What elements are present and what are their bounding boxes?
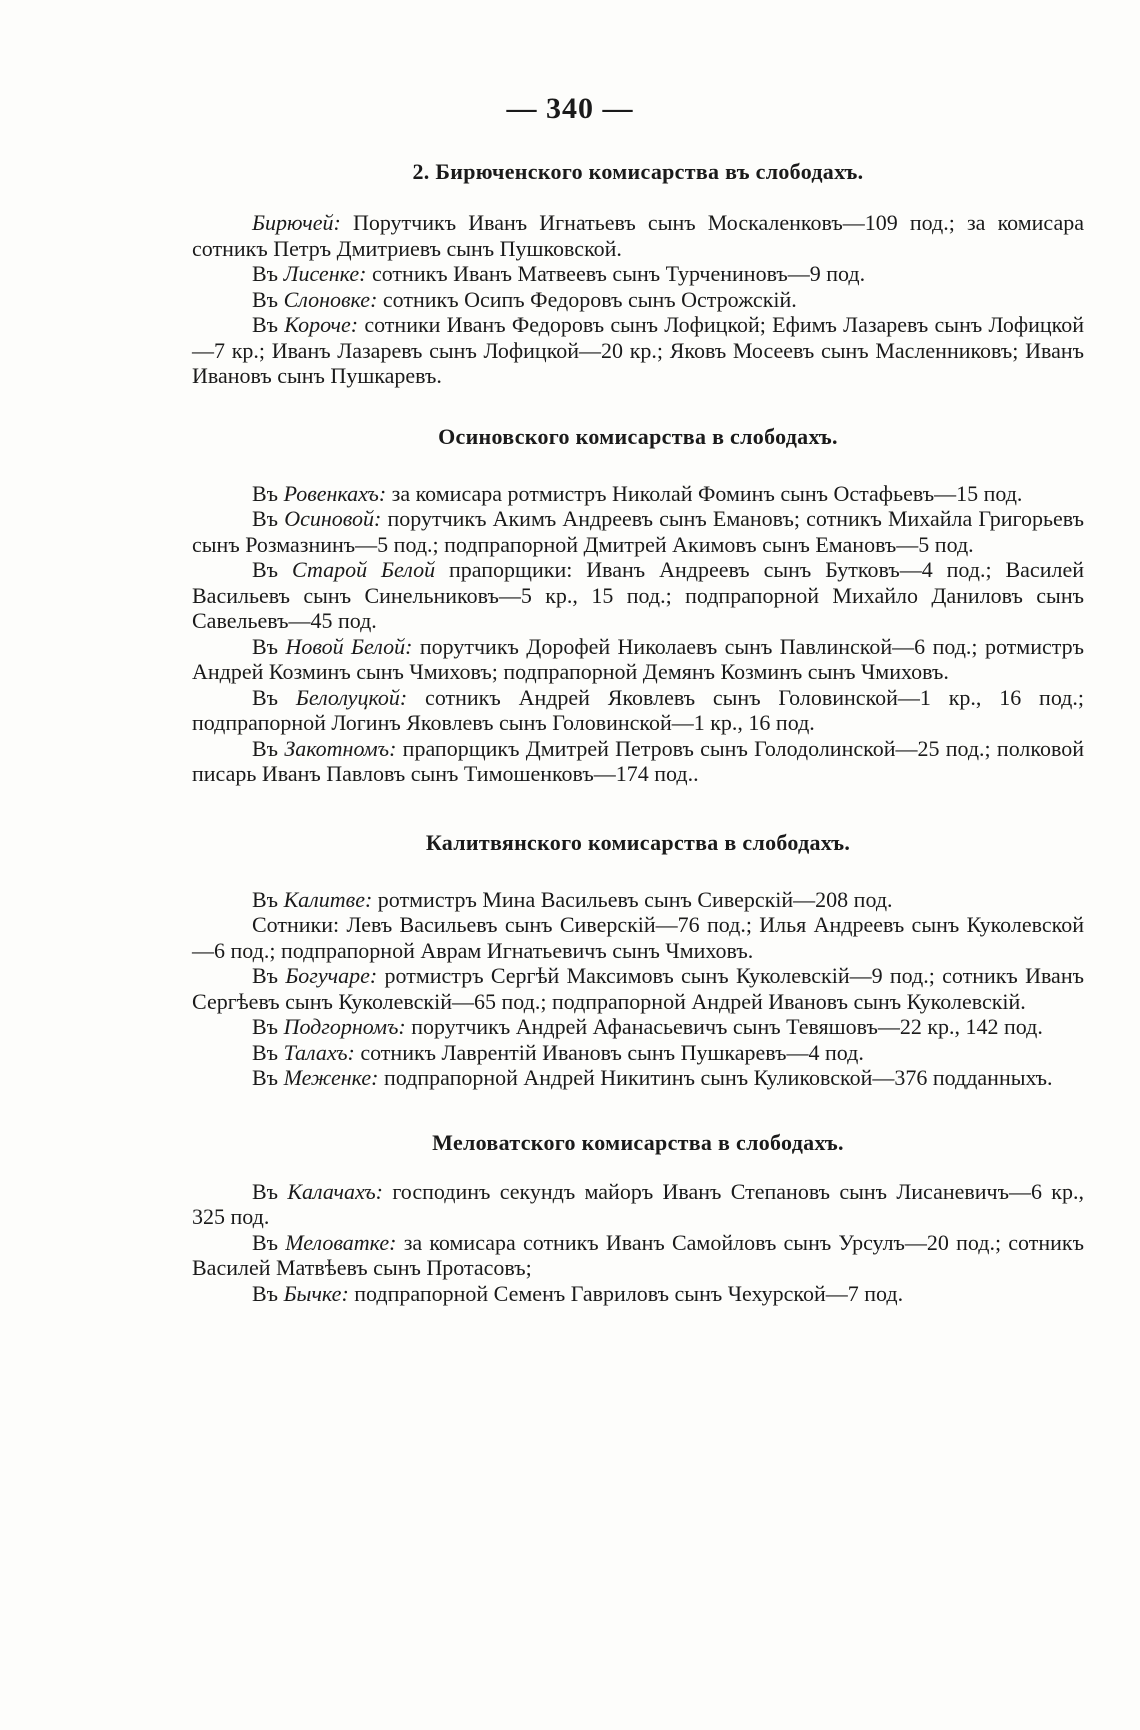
- place-name: Меженке:: [283, 1065, 379, 1090]
- place-name: Подгорномъ:: [283, 1014, 406, 1039]
- paragraph-prefix: Въ: [252, 1280, 284, 1306]
- place-name: Бирючей:: [252, 210, 341, 235]
- paragraph: [192, 210, 1084, 261]
- paragraph: [192, 1230, 1084, 1281]
- paragraph-text: ротмистръ Мина Васильевъ сынъ Сиверскій—208 под.: [372, 886, 893, 912]
- paragraph-prefix: Въ: [252, 286, 284, 312]
- place-name: Калитве:: [283, 886, 373, 912]
- paragraph-prefix: Въ: [252, 1229, 286, 1255]
- place-name: Закотномъ:: [284, 735, 397, 761]
- paragraph-text: ротмистръ Сергѣй Максимовъ сынъ Куколевскій—9 под.; сотникъ Иванъ Сергѣевъ сынъ Куколевскій—65 под.; подпрапорной Андрей Ивановъ сынъ Куколевскій.: [192, 963, 1084, 1014]
- paragraph-text: сотникъ Андрей Яковлевъ сынъ Головинской—1 кр., 16 под.; подпрапорной Логинъ Яковлевъ сынъ Головинской—1 кр., 16 под.: [192, 684, 1084, 735]
- section-melovatka: [192, 1129, 1084, 1307]
- paragraph: [192, 312, 1084, 389]
- place-name: Богучаре:: [285, 963, 378, 988]
- place-name: Старой Белой: [291, 557, 436, 582]
- place-name: Новой Белой:: [285, 633, 413, 659]
- paragraph-text: подпрапорной Семенъ Гавриловъ сынъ Чехурской—7 под.: [348, 1280, 904, 1306]
- paragraph-prefix: Въ: [252, 735, 285, 761]
- paragraph: [192, 557, 1084, 634]
- place-name: Ровенкахъ:: [283, 480, 387, 506]
- paragraph-text: сотникъ Осипъ Федоровъ сынъ Острожскій.: [377, 286, 797, 312]
- place-name: Меловатке:: [285, 1229, 397, 1255]
- paragraph: [192, 261, 1084, 287]
- paragraph-text: прапорщики: Иванъ Андреевъ сынъ Бутковъ—4 под.; Василей Васильевъ сынъ Синельниковъ—5 кр., 15 под.; подпрапорной Михайло Даниловъ сынъ Савельевъ—45 под.: [192, 557, 1084, 633]
- paragraph-prefix: Въ: [252, 1178, 288, 1204]
- paragraph: [192, 887, 1084, 913]
- paragraph-text: за комисара ротмистръ Николай Фоминъ сынъ Остафьевъ—15 под.: [386, 480, 1023, 506]
- place-name: Бычке:: [283, 1280, 349, 1306]
- section-kalitva: [192, 829, 1084, 1091]
- paragraph-text: Сотники: Левъ Васильевъ сынъ Сиверскій—76 под.; Илья Андреевъ сынъ Куколевской—6 под.; подпрапорной Аврам Игнатьевичъ сынъ Чмиховъ.: [192, 912, 1084, 963]
- section-biryuch: [192, 158, 1084, 389]
- place-name: Лисенке:: [283, 261, 367, 286]
- place-name: Осиновой:: [284, 506, 382, 531]
- paragraph-text: Порутчикъ Иванъ Игнатьевъ сынъ Москаленковъ—109 под.; за комисара сотникъ Петръ Дмитриевъ сынъ Пушковской.: [192, 210, 1084, 261]
- paragraph-prefix: Въ: [252, 506, 285, 531]
- paragraph-text: порутчикъ Акимъ Андреевъ сынъ Емановъ; сотникъ Михайла Григорьевъ сынъ Розмазнинъ—5 под.; подпрапорной Дмитрей Акимовъ сынъ Емановъ—5 под.: [192, 506, 1084, 557]
- place-name: Талахъ:: [283, 1039, 355, 1065]
- paragraph: [192, 1281, 1084, 1307]
- paragraph-text: за комисара сотникъ Иванъ Самойловъ сынъ Урсулъ—20 под.; сотникъ Василей Матвѣевъ сынъ Протасовъ;: [192, 1229, 1084, 1280]
- paragraph-prefix: Въ: [252, 633, 286, 659]
- paragraph: [192, 287, 1084, 313]
- paragraph: [192, 963, 1084, 1014]
- paragraph-prefix: Въ: [252, 886, 284, 912]
- section-heading: Меловатского комисарства в слободахъ.: [432, 1129, 844, 1155]
- paragraph-text: порутчикъ Дорофей Николаевъ сынъ Павлинской—6 под.; ротмистръ Андрей Козминъ сынъ Чмиховъ; подпрапорной Демянъ Козминъ сынъ Чмиховъ.: [192, 633, 1084, 684]
- paragraph: [192, 481, 1084, 507]
- section-heading: 2. Бирюченского комисарства въ слободахъ.: [412, 159, 864, 184]
- page-number: — 340 —: [506, 92, 634, 125]
- paragraph: [192, 1179, 1084, 1230]
- text-column: [192, 158, 1084, 1306]
- paragraph-prefix: Въ: [252, 312, 285, 337]
- paragraph: [192, 685, 1084, 736]
- paragraph-text: сотники Иванъ Федоровъ сынъ Лофицкой; Ефимъ Лазаревъ сынъ Лофицкой—7 кр.; Иванъ Лазаревъ сынъ Лофицкой—20 кр.; Яковъ Мосеевъ сынъ Масленниковъ; Иванъ Ивановъ сынъ Пушкаревъ.: [192, 312, 1084, 388]
- paragraph: [192, 1040, 1084, 1066]
- paragraph-text: сотникъ Лаврентій Ивановъ сынъ Пушкаревъ—4 под.: [354, 1039, 864, 1065]
- paragraph-text: прапорщикъ Дмитрей Петровъ сынъ Голодолинской—25 под.; полковой писарь Иванъ Павловъ сынъ Тимошенковъ—174 под..: [192, 735, 1084, 786]
- place-name: Калачахъ:: [287, 1178, 384, 1204]
- paragraph: [192, 634, 1084, 685]
- paragraph-text: сотникъ Иванъ Матвеевъ сынъ Турчениновъ—9 под.: [366, 261, 866, 286]
- paragraph-prefix: Въ: [252, 1014, 284, 1039]
- paragraph-prefix: Въ: [252, 684, 296, 710]
- paragraph-prefix: Въ: [252, 1039, 284, 1065]
- place-name: Короче:: [284, 312, 359, 337]
- paragraph-prefix: Въ: [252, 261, 284, 286]
- section-heading: Осиновского комисарства в слободахъ.: [438, 423, 838, 449]
- paragraph: [192, 506, 1084, 557]
- paragraph-text: господинъ секундъ майоръ Иванъ Степановъ сынъ Лисаневичъ—6 кр., 325 под.: [192, 1178, 1084, 1229]
- paragraph-prefix: Въ: [252, 963, 286, 988]
- paragraph-text: подпрапорной Андрей Никитинъ сынъ Куликовской—376 подданныхъ.: [378, 1065, 1053, 1090]
- paragraph-text: порутчикъ Андрей Афанасьевичъ сынъ Тевяшовъ—22 кр., 142 под.: [405, 1014, 1043, 1039]
- paragraph-prefix: Въ: [252, 480, 284, 506]
- section-heading: Калитвянского комисарства в слободахъ.: [425, 829, 851, 855]
- paragraph: [192, 912, 1084, 963]
- paragraph-prefix: Въ: [252, 557, 292, 582]
- paragraph: [192, 1065, 1084, 1091]
- paragraph: [192, 736, 1084, 787]
- paragraph-prefix: Въ: [252, 1065, 284, 1090]
- section-osinov: [192, 423, 1084, 787]
- place-name: Слоновке:: [283, 286, 378, 312]
- paragraph: [192, 1014, 1084, 1040]
- place-name: Белолуцкой:: [295, 684, 408, 710]
